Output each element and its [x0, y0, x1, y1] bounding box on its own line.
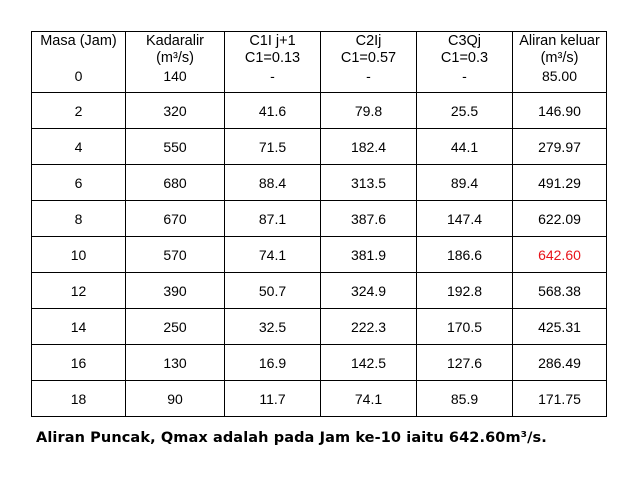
cell-c2: 313.5 — [321, 165, 417, 201]
header-c2 — [321, 32, 417, 69]
cell-c3: - — [417, 68, 513, 93]
header-kadaralir-line1: Kadaralir — [145, 33, 205, 49]
cell-masa: 16 — [32, 345, 126, 381]
table-body — [32, 68, 607, 417]
table-row — [32, 273, 607, 309]
cell-kadaralir: 390 — [126, 273, 225, 309]
cell-kadaralir: 250 — [126, 309, 225, 345]
cell-aliran-keluar: 425.31 — [513, 309, 607, 345]
cell-c3: 170.5 — [417, 309, 513, 345]
table-row — [32, 309, 607, 345]
cell-aliran-keluar: 279.97 — [513, 129, 607, 165]
header-c1-line2: C1=0.13 — [244, 50, 301, 66]
cell-c3: 186.6 — [417, 237, 513, 273]
cell-c3: 89.4 — [417, 165, 513, 201]
cell-aliran-keluar: 146.90 — [513, 93, 607, 129]
cell-c1: 71.5 — [225, 129, 321, 165]
cell-peak-outflow: 642.60 — [513, 237, 607, 273]
header-c2-line2: C1=0.57 — [340, 50, 397, 66]
cell-c3: 25.5 — [417, 93, 513, 129]
cell-c1: 88.4 — [225, 165, 321, 201]
header-aliran-line1: Aliran keluar — [519, 33, 600, 49]
header-c1 — [225, 32, 321, 69]
cell-masa: 10 — [32, 237, 126, 273]
table-row — [32, 129, 607, 165]
cell-c1: 16.9 — [225, 345, 321, 381]
header-kadaralir — [126, 32, 225, 69]
header-kadaralir-line2: (m³/s) — [156, 50, 194, 66]
cell-aliran-keluar: 491.29 — [513, 165, 607, 201]
cell-c3: 44.1 — [417, 129, 513, 165]
cell-c2: 74.1 — [321, 381, 417, 417]
table-row — [32, 345, 607, 381]
header-c3-line1: C3Qj — [447, 33, 482, 49]
cell-aliran-keluar: 286.49 — [513, 345, 607, 381]
cell-masa: 8 — [32, 201, 126, 237]
cell-c1: 87.1 — [225, 201, 321, 237]
cell-masa: 14 — [32, 309, 126, 345]
cell-c3: 85.9 — [417, 381, 513, 417]
table-row — [32, 68, 607, 93]
cell-aliran-keluar: 171.75 — [513, 381, 607, 417]
cell-c1: 32.5 — [225, 309, 321, 345]
cell-masa: 12 — [32, 273, 126, 309]
cell-masa: 18 — [32, 381, 126, 417]
cell-kadaralir: 570 — [126, 237, 225, 273]
cell-c2: 79.8 — [321, 93, 417, 129]
table-row — [32, 237, 607, 273]
header-masa — [32, 32, 126, 69]
cell-c3: 127.6 — [417, 345, 513, 381]
header-aliran-keluar — [513, 32, 607, 69]
cell-c2: 182.4 — [321, 129, 417, 165]
cell-kadaralir: 130 — [126, 345, 225, 381]
header-row — [32, 32, 607, 69]
cell-kadaralir: 670 — [126, 201, 225, 237]
cell-kadaralir: 140 — [126, 68, 225, 93]
cell-c2: 222.3 — [321, 309, 417, 345]
cell-kadaralir: 680 — [126, 165, 225, 201]
table-row — [32, 165, 607, 201]
cell-c1: 50.7 — [225, 273, 321, 309]
cell-c2: 324.9 — [321, 273, 417, 309]
header-c1-line1: C1I j+1 — [249, 33, 296, 49]
cell-c2: - — [321, 68, 417, 93]
cell-c1: 74.1 — [225, 237, 321, 273]
cell-masa: 4 — [32, 129, 126, 165]
header-c2-line1: C2Ij — [355, 33, 382, 49]
cell-aliran-keluar: 622.09 — [513, 201, 607, 237]
table-row — [32, 381, 607, 417]
cell-masa: 2 — [32, 93, 126, 129]
cell-c2: 381.9 — [321, 237, 417, 273]
header-aliran-line2: (m³/s) — [540, 50, 579, 66]
cell-kadaralir: 550 — [126, 129, 225, 165]
cell-kadaralir: 90 — [126, 381, 225, 417]
cell-aliran-keluar: 568.38 — [513, 273, 607, 309]
table-row — [32, 201, 607, 237]
header-masa-line2 — [32, 50, 125, 67]
header-c3-line2: C1=0.3 — [440, 50, 489, 66]
header-masa-line1: Masa (Jam) — [40, 33, 117, 49]
cell-c1: - — [225, 68, 321, 93]
routing-table — [31, 31, 607, 417]
cell-masa: 0 — [32, 68, 126, 93]
cell-kadaralir: 320 — [126, 93, 225, 129]
cell-c3: 147.4 — [417, 201, 513, 237]
header-c3 — [417, 32, 513, 69]
conclusion-text: Aliran Puncak, Qmax adalah pada Jam ke-10 iaitu 642.60m³/s. — [36, 430, 547, 446]
cell-c1: 41.6 — [225, 93, 321, 129]
cell-c1: 11.7 — [225, 381, 321, 417]
table-row — [32, 93, 607, 129]
cell-masa: 6 — [32, 165, 126, 201]
cell-c3: 192.8 — [417, 273, 513, 309]
cell-aliran-keluar: 85.00 — [513, 68, 607, 93]
cell-c2: 387.6 — [321, 201, 417, 237]
cell-c2: 142.5 — [321, 345, 417, 381]
